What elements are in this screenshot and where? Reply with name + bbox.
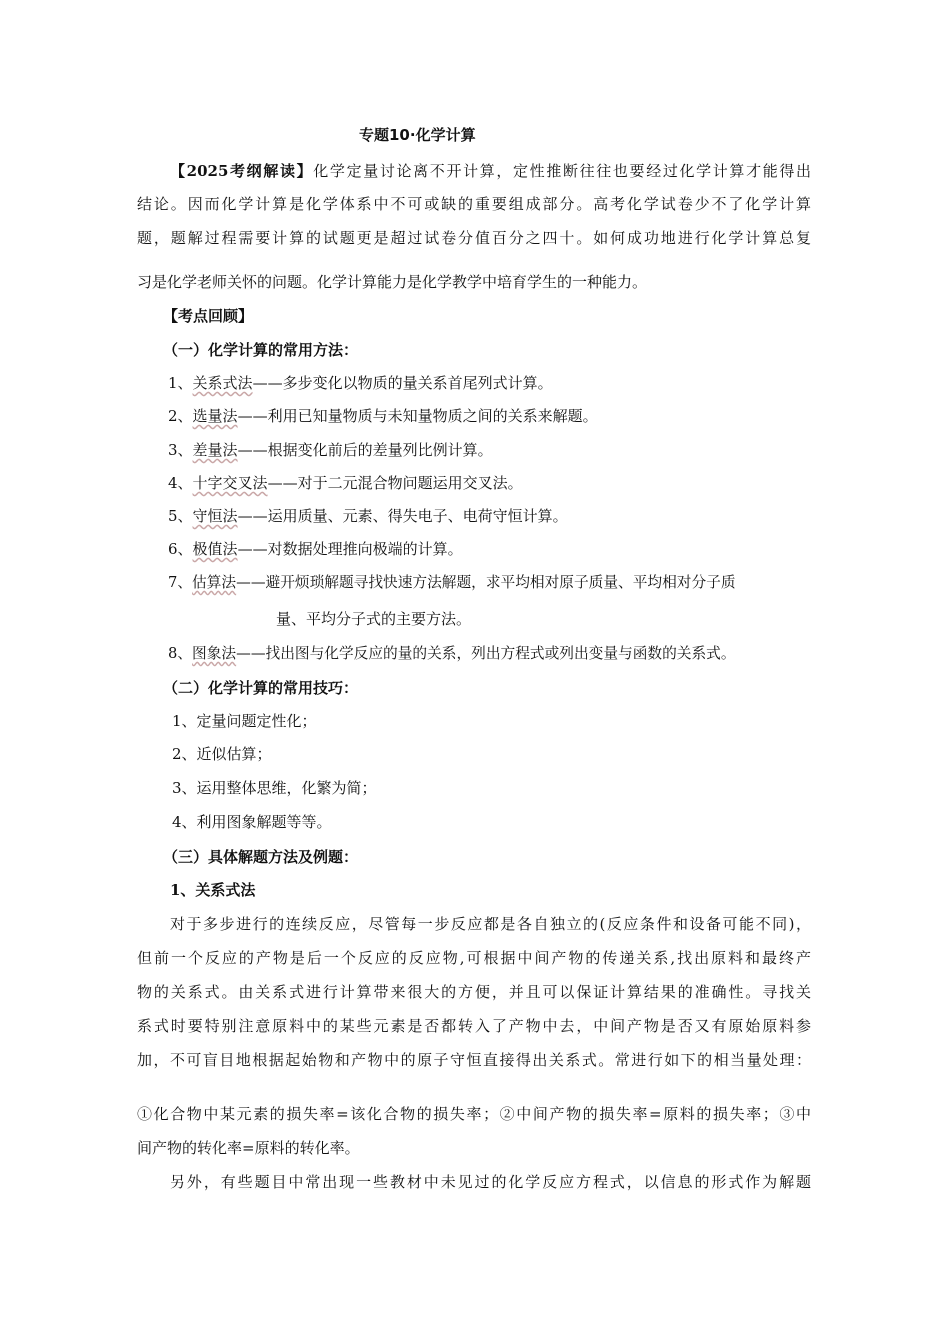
method-num: 5、 (168, 507, 193, 525)
method-term: 十字交叉法 (192, 474, 268, 492)
method-desc: ——找出图与化学反应的量的关系，列出方程式或列出变量与函数的关系式。 (236, 645, 736, 662)
method-term: 关系式法 (192, 374, 253, 392)
para1-line-2: 但前一个反应的产物是后一个反应的反应物,可根据中间产物的传递关系,找出原料和最终产 (137, 949, 811, 967)
method-desc: ——多步变化以物质的量关系首尾列式计算。 (252, 374, 553, 392)
method-desc: ——运用质量、元素、得失电子、电荷守恒计算。 (237, 507, 568, 525)
method-term: 图象法 (192, 645, 237, 662)
method-item-5 (168, 506, 568, 526)
page-title: 专题10·化学计算 (359, 126, 476, 144)
technique-item-2: 2、近似估算； (172, 745, 272, 763)
intro-tag: 【2025考纲解读】 (170, 162, 314, 180)
method-term: 估算法 (192, 574, 237, 591)
technique-item-1: 1、定量问题定性化； (172, 712, 317, 730)
section1-heading: （一）化学计算的常用方法： (163, 341, 359, 359)
method-item-3 (168, 440, 493, 460)
para1-line-5: 加，不可盲目地根据起始物和产物中的原子守恒直接得出关系式。常进行如下的相当量处理： (137, 1051, 811, 1069)
para1-line-4: 系式时要特别注意原料中的某些元素是否都转入了产物中去，中间产物是否又有原始原料参 (137, 1017, 811, 1035)
method-num: 3、 (168, 441, 193, 459)
intro-line-2: 结论。因而化学计算是化学体系中不可或缺的重要组成部分。高考化学试卷少不了化学计算 (137, 195, 811, 213)
para1-line-7: 间产物的转化率=原料的转化率。 (137, 1139, 360, 1157)
method-term: 选量法 (192, 407, 238, 425)
intro-line-3: 题，题解过程需要计算的试题更是超过试卷分值百分之四十。如何成功地进行化学计算总复 (137, 229, 811, 247)
section3-subheading: 1、关系式法 (170, 881, 256, 899)
method-desc: ——利用已知量物质与未知量物质之间的关系来解题。 (237, 407, 598, 425)
method-term: 守恒法 (192, 507, 238, 525)
method-item-4 (168, 473, 523, 493)
method-item-1 (168, 373, 553, 393)
para1-line-3: 物的关系式。由关系式进行计算带来很大的方便，并且可以保证计算结果的准确性。寻找关 (137, 983, 811, 1001)
intro-line-4: 习是化学老师关怀的问题。化学计算能力是化学教学中培育学生的一种能力。 (137, 273, 648, 291)
intro-text-1: 化学定量讨论离不开计算，定性推断往往也要经过化学计算才能得出 (313, 162, 812, 180)
section2-heading: （二）化学计算的常用技巧： (163, 679, 359, 697)
method-num: 4、 (168, 474, 193, 492)
intro-line-1 (170, 161, 811, 181)
method-num: 7、 (168, 574, 193, 591)
method-desc: ——避开烦琐解题寻找快速方法解题，求平均相对原子质量、平均相对分子质 (236, 574, 736, 591)
method-num: 2、 (168, 407, 193, 425)
method-num: 6、 (168, 540, 193, 558)
method-term: 极值法 (192, 540, 238, 558)
section3-heading: （三）具体解题方法及例题： (163, 848, 359, 866)
method-desc: ——对数据处理推向极端的计算。 (237, 540, 463, 558)
para2-line-1: 另外，有些题目中常出现一些教材中未见过的化学反应方程式，以信息的形式作为解题 (170, 1173, 811, 1191)
para1-line-6: ①化合物中某元素的损失率=该化合物的损失率；②中间产物的损失率=原料的损失率；③中 (137, 1105, 811, 1123)
method-item-7 (168, 573, 736, 593)
method-item-7-cont: 量、平均分子式的主要方法。 (276, 610, 472, 628)
method-desc: ——对于二元混合物问题运用交叉法。 (267, 474, 523, 492)
method-desc: ——根据变化前后的差量列比例计算。 (237, 441, 493, 459)
method-term: 差量法 (192, 441, 238, 459)
method-item-8 (168, 644, 736, 664)
method-item-2 (168, 406, 598, 426)
technique-item-4: 4、利用图象解题等等。 (172, 813, 332, 831)
technique-item-3: 3、运用整体思维，化繁为简； (172, 779, 377, 797)
method-item-6 (168, 539, 463, 559)
method-num: 1、 (168, 374, 193, 392)
method-num: 8、 (168, 645, 193, 662)
review-heading: 【考点回顾】 (163, 307, 254, 325)
para1-line-1: 对于多步进行的连续反应，尽管每一步反应都是各自独立的(反应条件和设备可能不同)， (170, 915, 811, 933)
